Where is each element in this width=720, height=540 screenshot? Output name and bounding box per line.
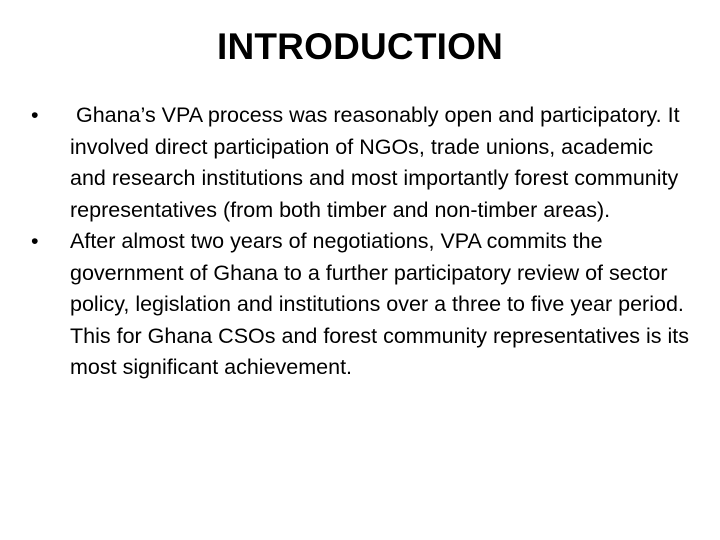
bullet-text: Ghana’s VPA process was reasonably open and participatory. It involved direct participation of NGOs, trade unions, academic and research institutions and most importantly forest community representatives (from both timber and non-timber areas). bbox=[70, 103, 680, 222]
bullet-marker: • bbox=[31, 229, 39, 253]
slide-title: INTRODUCTION bbox=[216, 26, 504, 67]
bullet-item bbox=[30, 226, 690, 384]
bullet-item bbox=[30, 100, 690, 226]
bullet-list bbox=[30, 100, 690, 384]
bullet-marker: • bbox=[31, 103, 39, 127]
bullet-text: After almost two years of negotiations, VPA commits the government of Ghana to a further participatory review of sector policy, legislation and institutions over a three to five year period. This for Ghana CSOs and forest community representatives is its most significant achievement. bbox=[70, 229, 689, 379]
